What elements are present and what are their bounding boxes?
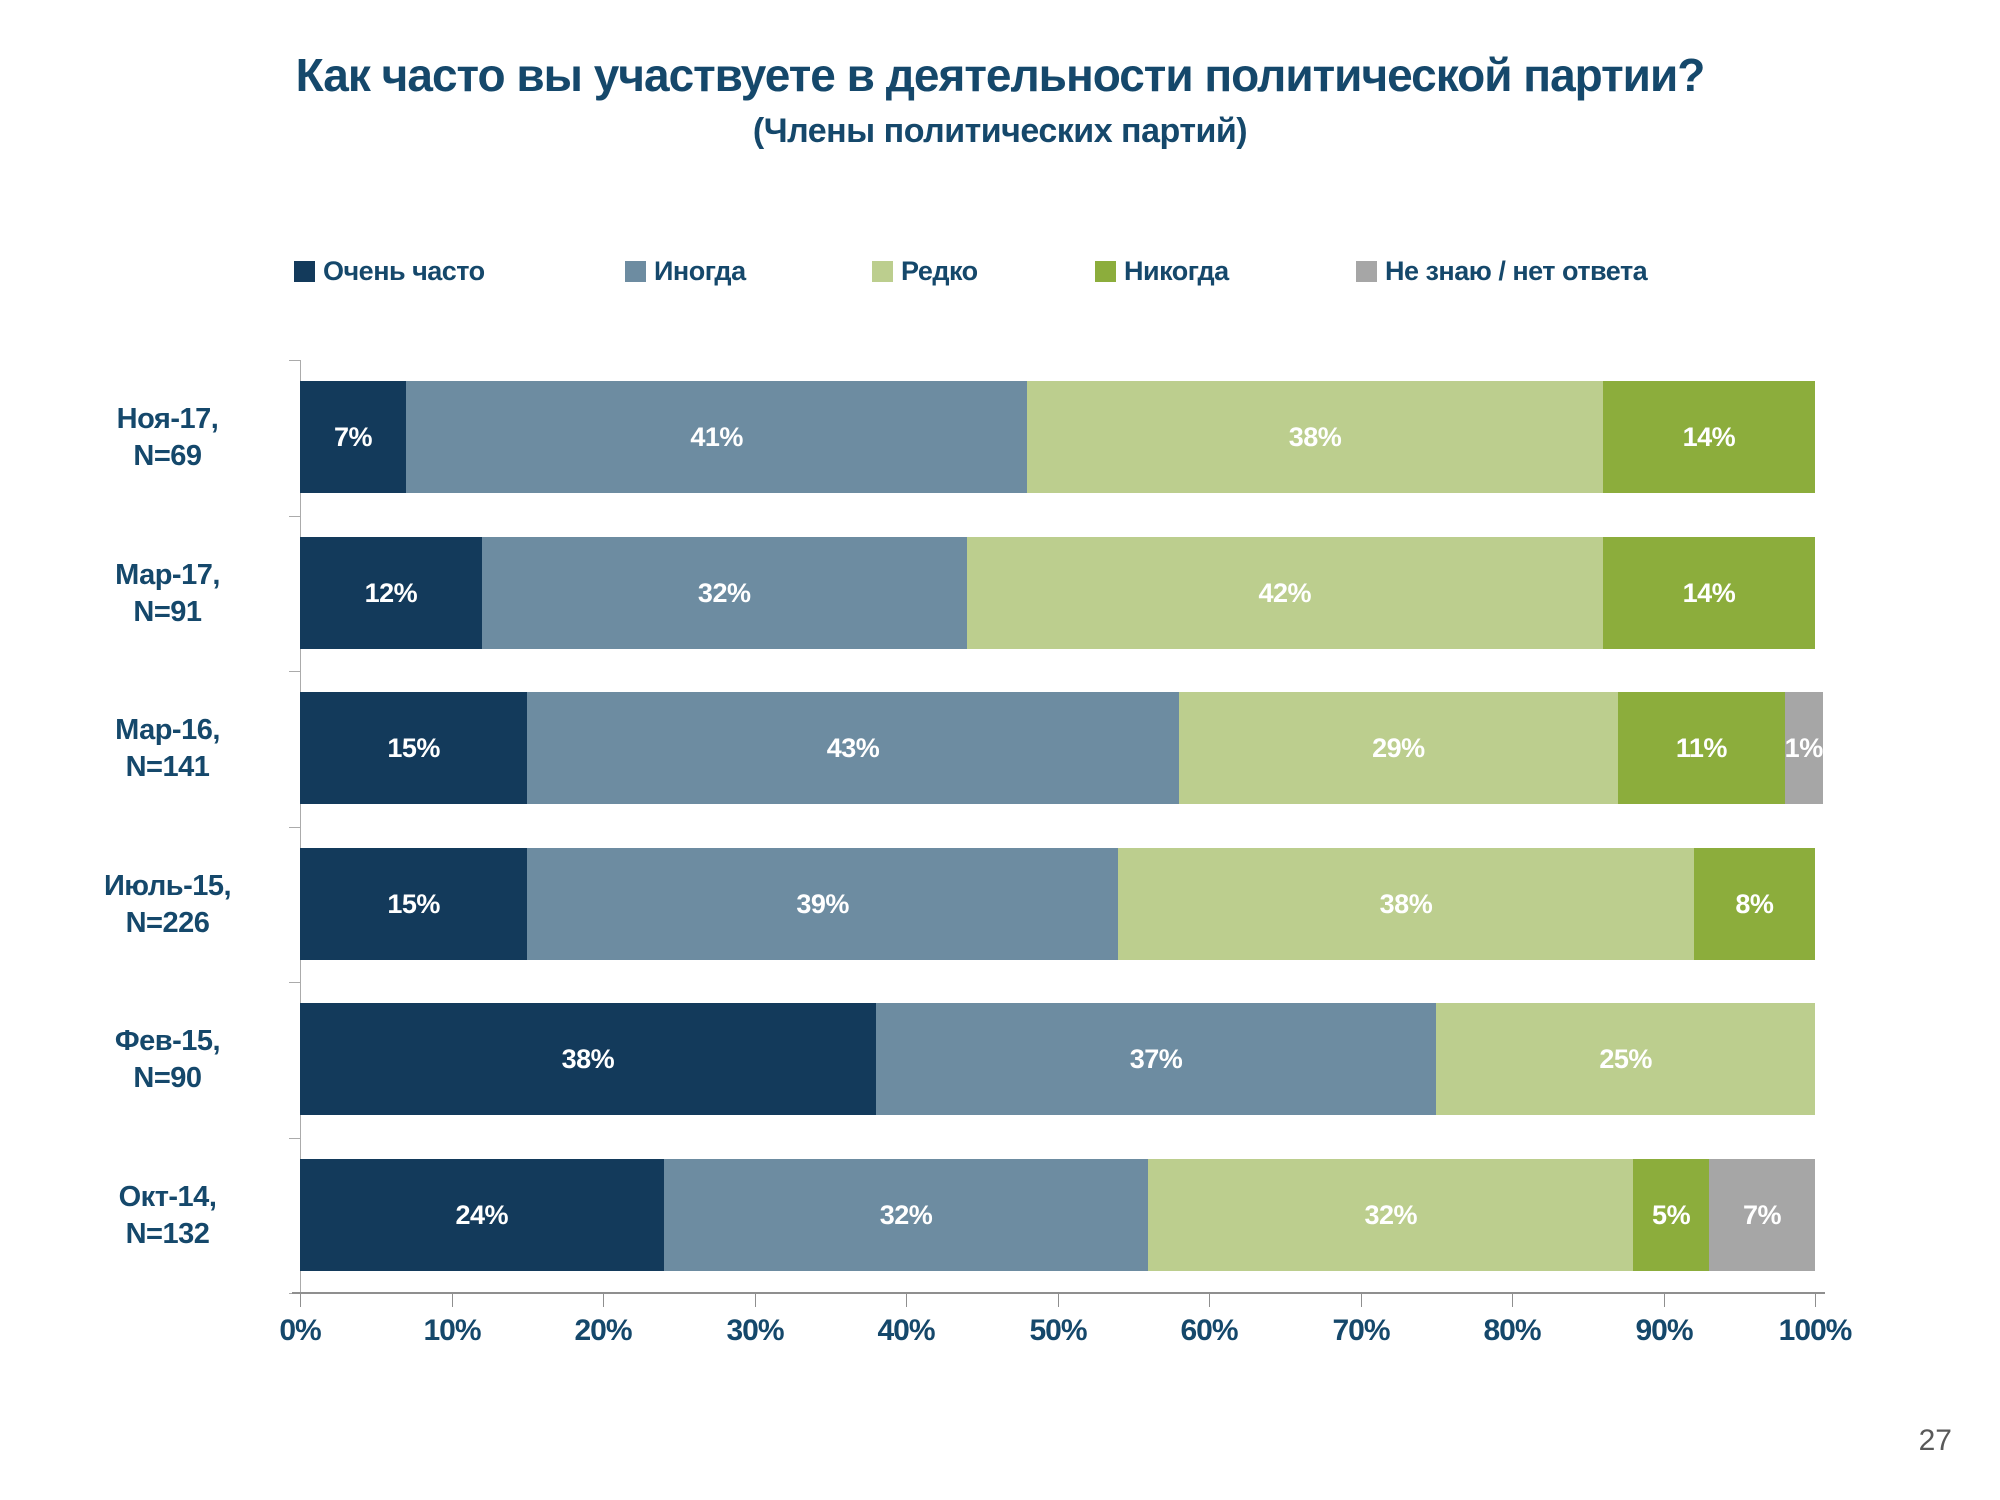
stacked-bar-row	[300, 1159, 1815, 1271]
bar-value-label: 38%	[561, 1043, 615, 1074]
category-label-line: Мар-17,	[115, 559, 220, 591]
bar-value-label: 14%	[1682, 577, 1736, 608]
x-axis-tick	[755, 1294, 756, 1307]
category-axis-tick	[289, 516, 300, 517]
category-axis-tick	[289, 827, 300, 828]
chart-subtitle: (Члены политических партий)	[752, 112, 1248, 150]
x-axis-tick-label: 70%	[1332, 1314, 1390, 1347]
legend-item-label: Не знаю / нет ответа	[1385, 255, 1648, 286]
bar-segment	[300, 1159, 664, 1271]
y-axis-line	[300, 360, 301, 1293]
chart-title: Как часто вы участвуете в деятельности политической партии?	[295, 49, 1705, 101]
bar-value-label: 37%	[1129, 1043, 1183, 1074]
category-label-line: N=90	[133, 1062, 202, 1094]
category-label-line: N=69	[133, 440, 202, 472]
bar-segment	[1603, 537, 1815, 649]
bar-value-label: 25%	[1599, 1043, 1652, 1074]
bar-segment	[300, 692, 527, 804]
bar-value-label: 32%	[1364, 1199, 1418, 1230]
bar-segment	[527, 848, 1118, 960]
bar-value-label: 42%	[1258, 577, 1312, 608]
category-label	[60, 1138, 275, 1294]
bar-segment	[1633, 1159, 1709, 1271]
bar-segment	[300, 381, 406, 493]
bar-value-label: 8%	[1735, 888, 1774, 919]
x-axis-tick-label: 80%	[1483, 1314, 1541, 1347]
x-axis-tick	[1664, 1294, 1665, 1307]
bar-value-label: 24%	[455, 1199, 509, 1230]
legend-item-label: Никогда	[1124, 255, 1229, 286]
bar-segment	[1179, 692, 1618, 804]
x-axis-tick-label: 60%	[1180, 1314, 1238, 1347]
x-axis-tick	[300, 1294, 301, 1307]
x-axis-tick	[1815, 1294, 1816, 1307]
bar-segment	[527, 692, 1178, 804]
bar-segment	[1694, 848, 1815, 960]
stacked-bar-row	[300, 1003, 1815, 1115]
legend-item-label: Очень часто	[323, 255, 485, 286]
x-axis-tick-label: 30%	[726, 1314, 784, 1347]
bar-value-label: 5%	[1652, 1199, 1691, 1230]
bar-segment	[406, 381, 1027, 493]
bar-value-label: 41%	[690, 421, 743, 452]
category-label-line: Фев-15,	[114, 1025, 221, 1057]
x-axis-tick	[452, 1294, 453, 1307]
bar-segment	[300, 1003, 876, 1115]
bar-value-label: 11%	[1675, 732, 1727, 763]
category-label-line: Июль-15,	[103, 870, 232, 902]
x-axis-tick-label: 10%	[423, 1314, 481, 1347]
bar-value-label: 29%	[1372, 732, 1425, 763]
bar-segment	[876, 1003, 1437, 1115]
category-label-line: Мар-16,	[115, 714, 220, 746]
bar-value-label: 43%	[826, 732, 880, 763]
category-label-line: Ноя-17,	[116, 403, 219, 435]
category-label	[60, 982, 275, 1138]
bar-value-label: 39%	[796, 888, 849, 919]
bar-value-label: 15%	[387, 732, 440, 763]
category-label	[60, 516, 275, 672]
bar-segment	[1118, 848, 1694, 960]
bar-value-label: 1%	[1784, 732, 1823, 763]
bar-value-label: 7%	[334, 421, 373, 452]
category-label-line: N=226	[125, 907, 210, 939]
bar-segment	[1618, 692, 1785, 804]
bar-segment	[482, 537, 967, 649]
category-label	[60, 360, 275, 516]
category-label-line: Окт-14,	[118, 1181, 217, 1213]
stacked-bar-row	[300, 381, 1815, 493]
bar-value-label: 7%	[1742, 1199, 1781, 1230]
bar-value-label: 32%	[697, 577, 751, 608]
category-axis-tick	[289, 982, 300, 983]
x-axis-tick	[906, 1294, 907, 1307]
legend-item-label: Редко	[901, 255, 978, 286]
x-axis-tick	[603, 1294, 604, 1307]
bar-segment	[664, 1159, 1149, 1271]
category-axis-tick	[289, 360, 300, 361]
x-axis-tick-label: 0%	[279, 1314, 321, 1347]
category-label-line: N=141	[125, 751, 210, 783]
bar-segment	[300, 848, 527, 960]
bar-segment	[1603, 381, 1815, 493]
x-axis-tick-label: 90%	[1635, 1314, 1693, 1347]
x-axis-tick-label: 40%	[877, 1314, 935, 1347]
bar-segment	[1436, 1003, 1815, 1115]
x-axis-tick-label: 20%	[574, 1314, 632, 1347]
bar-segment	[967, 537, 1603, 649]
x-axis-tick-label: 100%	[1778, 1314, 1852, 1347]
x-axis-tick-label: 50%	[1029, 1314, 1087, 1347]
stacked-bar-row	[300, 692, 1823, 804]
bar-value-label: 38%	[1288, 421, 1342, 452]
bar-value-label: 12%	[364, 577, 418, 608]
legend-item-label: Иногда	[654, 255, 746, 286]
bar-segment	[300, 537, 482, 649]
x-axis-tick	[1361, 1294, 1362, 1307]
x-axis-tick	[1058, 1294, 1059, 1307]
stacked-bar-row	[300, 537, 1815, 649]
bar-value-label: 15%	[387, 888, 440, 919]
bar-segment	[1148, 1159, 1633, 1271]
category-axis-tick	[289, 1138, 300, 1139]
category-label	[60, 827, 275, 983]
x-axis-tick	[1209, 1294, 1210, 1307]
bar-segment	[1027, 381, 1603, 493]
bar-segment	[1709, 1159, 1815, 1271]
category-label-line: N=91	[133, 596, 202, 628]
bar-value-label: 38%	[1379, 888, 1433, 919]
page-number: 27	[1918, 1424, 1952, 1457]
x-axis-tick	[1512, 1294, 1513, 1307]
stacked-bar-row	[300, 848, 1815, 960]
category-axis-tick	[289, 671, 300, 672]
bar-value-label: 14%	[1682, 421, 1736, 452]
category-label	[60, 671, 275, 827]
bar-value-label: 32%	[879, 1199, 933, 1230]
category-label-line: N=132	[125, 1218, 210, 1250]
bar-segment	[1785, 692, 1823, 804]
